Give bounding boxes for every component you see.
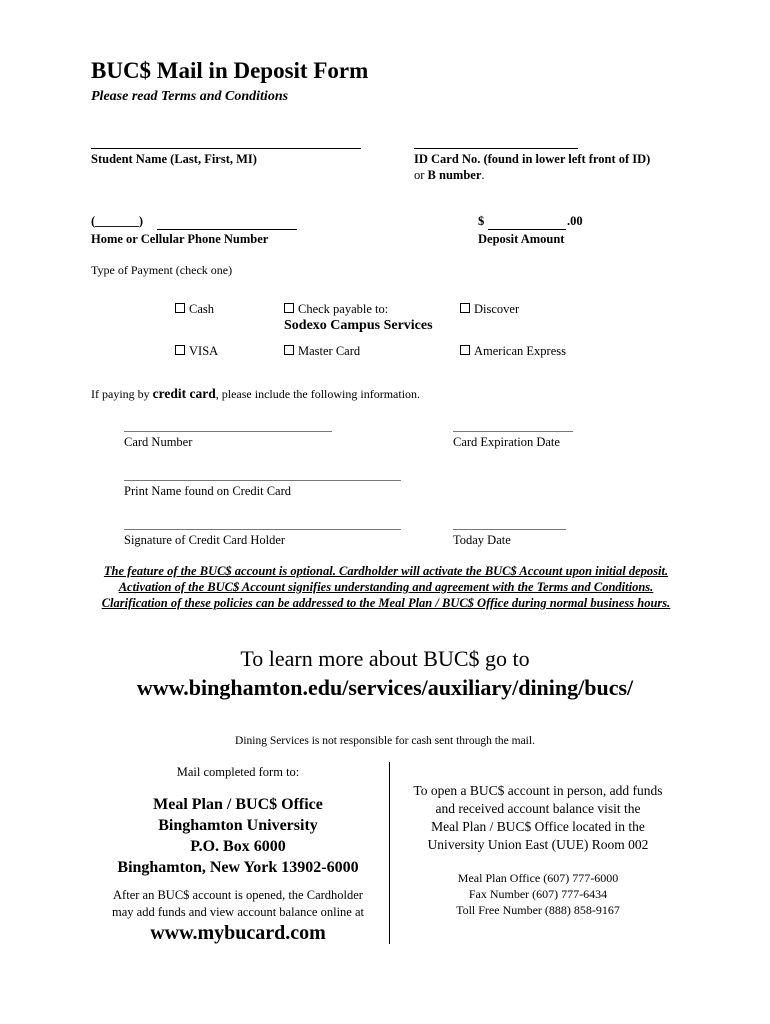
form-title: BUC$ Mail in Deposit Form [91,58,369,83]
payment-option-mastercard[interactable] [284,344,360,359]
signature-line[interactable] [124,529,401,530]
id-card-line[interactable] [414,148,578,149]
phone-label: Home or Cellular Phone Number [91,232,269,246]
office-phone: Meal Plan Office (607) 777-6000 [457,871,619,885]
in-person-line-3: Meal Plan / BUC$ Office located in the [431,819,645,834]
today-date-label: Today Date [453,533,511,547]
deposit-dollar-sign: $ [478,214,485,228]
deposit-cents: .00 [567,214,583,228]
discover-label: Discover [474,302,520,316]
check-label: Check payable to: [298,302,389,316]
toll-free-number: Toll Free Number (888) 858-9167 [456,903,620,917]
checkbox-icon[interactable] [175,303,185,313]
id-card-dot: . [481,168,485,182]
signature-label: Signature of Credit Card Holder [124,533,286,547]
learn-more-url[interactable]: www.binghamton.edu/services/auxiliary/dining/bucs/ [136,675,634,700]
checkbox-icon[interactable] [284,303,294,313]
in-person-line-2: and received account balance visit the [435,801,641,816]
card-number-label: Card Number [124,435,193,449]
intro-credit-card: credit card [152,386,216,401]
mybucard-website[interactable]: www.mybucard.com [150,922,326,944]
cash-disclaimer: Dining Services is not responsible for cash sent through the mail. [235,735,535,747]
card-number-line[interactable] [124,431,332,432]
id-card-alt [414,168,485,183]
id-card-or: or [414,168,428,182]
in-person-line-1: To open a BUC$ account in person, add funds [413,783,663,798]
online-note [90,887,386,921]
address-line-4: Binghamton, New York 13902-6000 [117,859,359,876]
payment-type-heading: Type of Payment (check one) [91,263,233,277]
print-name-label: Print Name found on Credit Card [124,484,291,498]
payment-option-visa[interactable] [175,344,218,359]
checkbox-icon[interactable] [284,345,294,355]
id-card-label: ID Card No. (found in lower left front of ID) [414,152,651,166]
intro-post: , please include the following information. [215,387,421,401]
fax-number: Fax Number (607) 777-6434 [468,887,608,901]
in-person-info [390,782,686,854]
payment-option-check[interactable] [284,302,388,317]
amex-label: American Express [474,344,566,358]
payment-option-discover[interactable] [460,302,519,317]
visa-label: VISA [189,344,219,358]
checkbox-icon[interactable] [460,345,470,355]
deposit-amount-line[interactable] [488,229,566,230]
mail-address [90,794,386,878]
address-line-3: P.O. Box 6000 [190,838,286,855]
deposit-label: Deposit Amount [478,232,565,246]
learn-more-text: To learn more about BUC$ go to [240,646,530,671]
payment-option-amex[interactable] [460,344,566,359]
intro-pre: If paying by [91,387,153,401]
phone-area-code: (_______) [91,214,144,228]
expiration-label: Card Expiration Date [453,435,560,449]
in-person-line-4: University Union East (UUE) Room 002 [427,837,649,852]
today-date-line[interactable] [453,529,566,530]
terms-notice: The feature of the BUC$ account is optional. Cardholder will activate the BUC$ Account upon initial deposit. Activation of the BUC$ Account signifies understanding and agreement with the Terms and Conditions. Clarification of these policies can be addressed to the Meal Plan / BUC$ Office during normal business hours. [101,564,671,610]
print-name-line[interactable] [124,480,401,481]
credit-card-intro [91,386,420,402]
check-payee: Sodexo Campus Services [284,318,433,333]
address-line-2: Binghamton University [158,817,318,834]
mastercard-label: Master Card [298,344,361,358]
checkbox-icon[interactable] [175,345,185,355]
id-card-b-number: B number [427,168,482,182]
contact-numbers [390,870,686,918]
expiration-line[interactable] [453,431,573,432]
form-subtitle: Please read Terms and Conditions [91,89,289,104]
student-name-label: Student Name (Last, First, MI) [91,152,257,166]
payment-option-cash[interactable] [175,302,214,317]
online-line-1: After an BUC$ account is opened, the Cardholder [113,888,363,902]
mail-heading: Mail completed form to: [176,765,300,779]
phone-number-line[interactable] [157,229,297,230]
checkbox-icon[interactable] [460,303,470,313]
address-line-1: Meal Plan / BUC$ Office [153,796,323,813]
cash-label: Cash [189,302,214,316]
student-name-line[interactable] [91,148,361,149]
online-line-2: may add funds and view account balance online at [112,905,364,919]
